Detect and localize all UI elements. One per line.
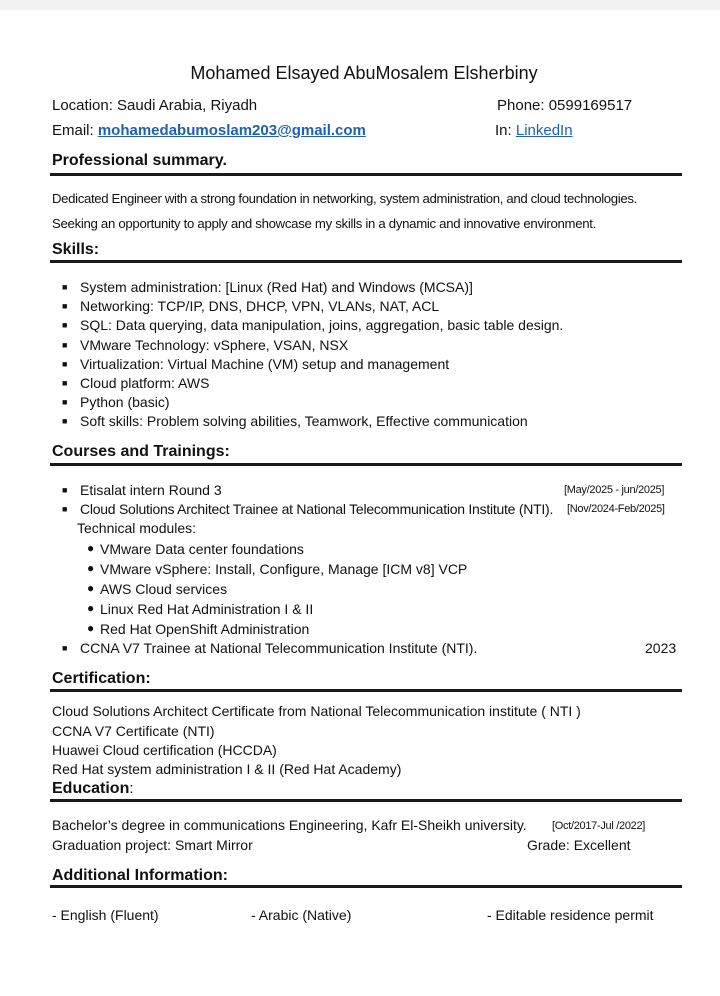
candidate-name: Mohamed Elsayed AbuMosalem Elsherbiny [190, 63, 538, 83]
graduation-project: Graduation project: Smart Mirror [52, 837, 253, 853]
linkedin-link[interactable]: LinkedIn [515, 122, 573, 139]
certification-item: Cloud Solutions Architect Certificate from National Telecommunication institute ( NTI ) [52, 703, 581, 719]
dot-icon: ● [87, 541, 95, 555]
skill-item: Cloud platform: AWS [80, 375, 210, 391]
course-title: Cloud Solutions Architect Trainee at National Telecommunication Institute (NTI). [80, 501, 554, 517]
education-heading [52, 780, 134, 798]
skills-divider [50, 260, 682, 263]
summary-divider [50, 173, 682, 176]
dot-icon: ● [87, 601, 95, 615]
top-bar [0, 0, 720, 10]
email-line [52, 122, 366, 139]
language-english: - English (Fluent) [52, 907, 159, 923]
location: Location: Saudi Arabia, Riyadh [52, 97, 258, 114]
additional-heading: Additional Information: [52, 867, 228, 884]
dot-icon: ● [87, 581, 95, 595]
skill-item: Networking: TCP/IP, DNS, DHCP, VPN, VLANs, NAT, ACL [80, 298, 440, 314]
certification-divider [50, 689, 682, 692]
module-item: AWS Cloud services [100, 581, 228, 597]
course-date: [May/2025 - jun/2025] [564, 484, 665, 496]
additional-divider [50, 885, 682, 888]
course-title: CCNA V7 Trainee at National Telecommunication Institute (NTI). [80, 640, 478, 656]
dot-icon: ● [87, 561, 95, 575]
module-item: VMware Data center foundations [100, 541, 304, 557]
skill-item: System administration: [Linux (Red Hat) and Windows (MCSA)] [80, 279, 473, 295]
courses-heading: Courses and Trainings: [52, 443, 230, 460]
skill-item: VMware Technology: vSphere, VSAN, NSX [80, 337, 349, 353]
bullet-icon: ■ [62, 643, 68, 653]
skill-item: SQL: Data querying, data manipulation, joins, aggregation, basic table design. [80, 317, 564, 333]
education-heading-text: Education [52, 780, 130, 797]
module-item: Red Hat OpenShift Administration [100, 621, 310, 637]
bullet-icon: ■ [62, 485, 68, 495]
certification-heading: Certification: [52, 670, 151, 687]
course-date: 2023 [645, 640, 677, 656]
course-title: Etisalat intern Round 3 [80, 482, 222, 498]
email-label: Email: [52, 122, 98, 139]
skills-heading: Skills: [52, 241, 100, 258]
dot-icon: ● [87, 621, 95, 635]
technical-modules-label: Technical modules: [77, 520, 197, 536]
skill-item: Virtualization: Virtual Machine (VM) setup and management [80, 356, 450, 372]
bullet-icon: ■ [62, 378, 68, 388]
bullet-icon: ■ [62, 320, 68, 330]
education-divider [50, 799, 682, 802]
module-item: VMware vSphere: Install, Configure, Manage [ICM v8] VCP [100, 561, 468, 577]
certification-item: Red Hat system administration I & II (Red Hat Academy) [52, 761, 402, 777]
email-link[interactable]: mohamedabumoslam203@gmail.com [97, 122, 366, 139]
bullet-icon: ■ [62, 416, 68, 426]
phone: Phone: 0599169517 [497, 97, 633, 114]
skill-item: Soft skills: Problem solving abilities, Teamwork, Effective communication [80, 413, 528, 429]
bullet-icon: ■ [62, 301, 68, 311]
education-dates: [Oct/2017-Jul /2022] [552, 820, 646, 832]
linkedin-label: In: [495, 122, 516, 139]
certification-item: Huawei Cloud certification (HCCDA) [52, 742, 277, 758]
course-date: [Nov/2024-Feb/2025] [567, 503, 665, 515]
linkedin-line [495, 122, 573, 139]
summary-heading: Professional summary. [52, 152, 227, 169]
module-item: Linux Red Hat Administration I & II [100, 601, 314, 617]
courses-divider [50, 463, 682, 466]
summary-line-1: Dedicated Engineer with a strong foundation in networking, system administration, and cloud technologies. [52, 191, 637, 206]
grade: Grade: Excellent [527, 837, 631, 853]
language-arabic: - Arabic (Native) [251, 907, 352, 923]
bullet-icon: ■ [62, 504, 68, 514]
residence-permit: - Editable residence permit [487, 907, 654, 923]
education-heading-colon: : [129, 780, 134, 797]
skill-item: Python (basic) [80, 394, 170, 410]
bullet-icon: ■ [62, 340, 68, 350]
bullet-icon: ■ [62, 397, 68, 407]
bullet-icon: ■ [62, 282, 68, 292]
education-degree: Bachelor’s degree in communications Engineering, Kafr El-Sheikh university. [52, 817, 527, 833]
bullet-icon: ■ [62, 359, 68, 369]
summary-line-2: Seeking an opportunity to apply and showcase my skills in a dynamic and innovative environment. [52, 216, 597, 231]
certification-item: CCNA V7 Certificate (NTI) [52, 723, 215, 739]
